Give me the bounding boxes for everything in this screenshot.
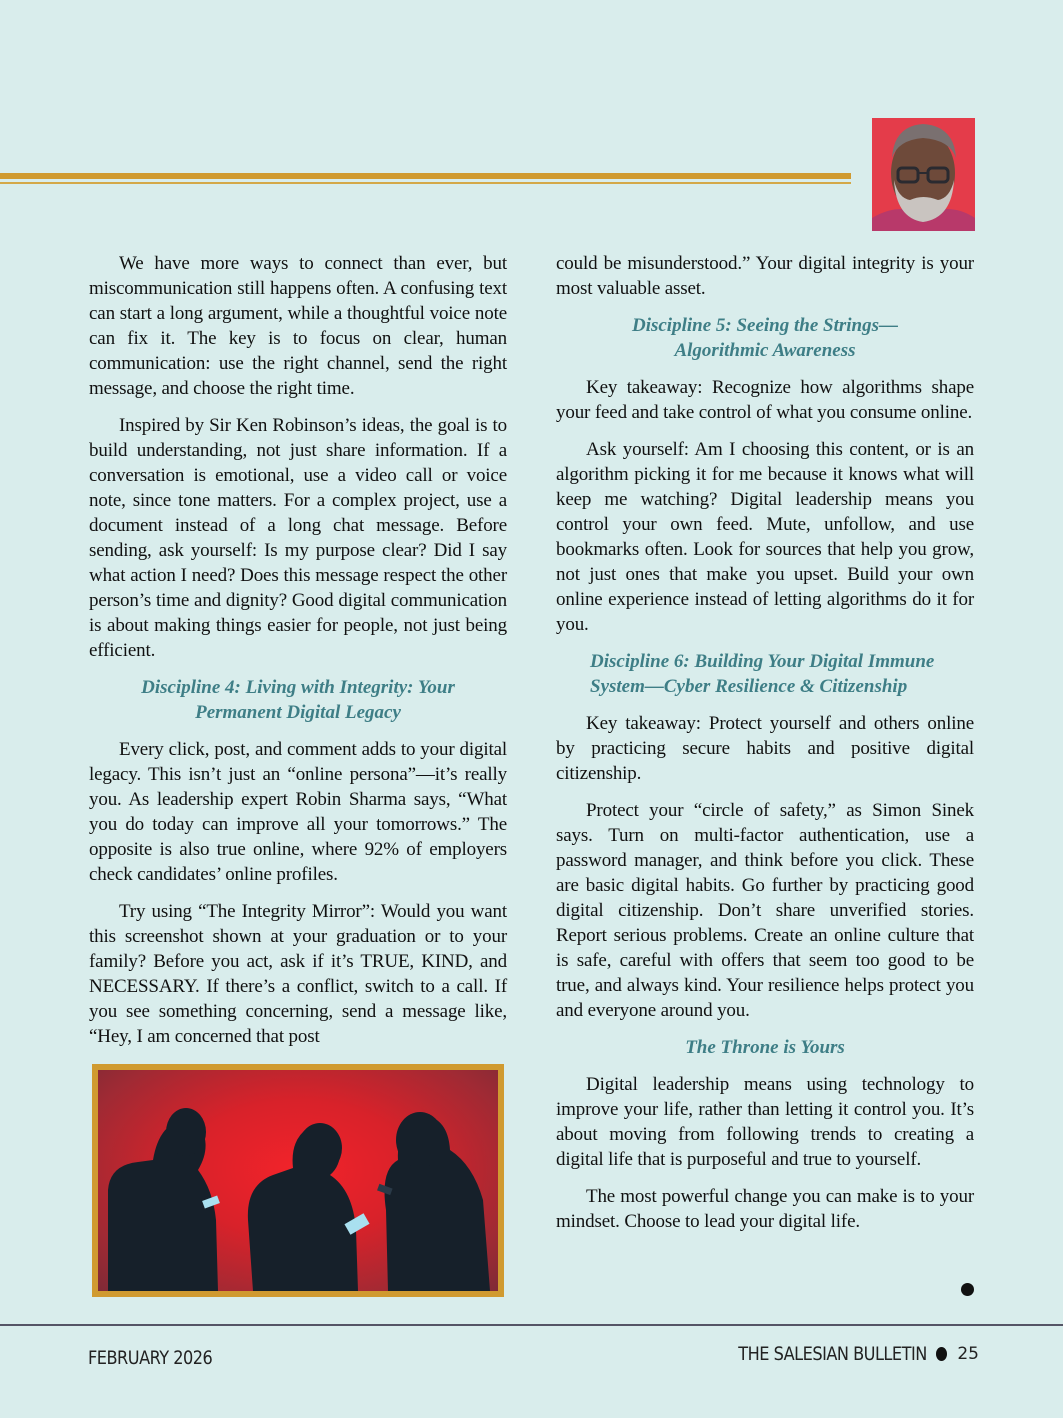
discipline-6-heading <box>556 649 974 699</box>
discipline-5-heading-line-1: Discipline 5: Seeing the Strings— <box>631 315 899 336</box>
author-portrait-icon <box>872 118 975 231</box>
discipline-4-paragraph-2: Try using “The Integrity Mirror”: Would you want this screenshot shown at your graduation or to your family? Before you act, ask if it’s TRUE, KIND, and NECESSARY. If there’s a conflict, switch to a call. If you see something concerning, send a message like, “Hey, I am concerned that post <box>89 901 507 1047</box>
discipline-6-heading-line-2: System—Cyber Resilience & Citizenship <box>590 676 908 697</box>
right-column <box>556 251 974 1246</box>
left-column <box>89 251 507 1061</box>
conclusion-paragraph-1: Digital leadership means using technology to improve your life, rather than letting it control you. It’s about moving from following trends to creating a digital life that is purposeful and true to yourself. <box>556 1074 974 1170</box>
discipline-6-heading-line-1: Discipline 6: Building Your Digital Immune <box>590 651 935 672</box>
discipline-5-heading-line-2: Algorithmic Awareness <box>674 340 856 361</box>
discipline-6-paragraph-2: Protect your “circle of safety,” as Simon Sinek says. Turn on multi-factor authentication, use a password manager, and think before you click. These are basic digital habits. Go further by practicing good digital citizenship. Don’t share unverified stories. Report serious problems. Create an online culture that is safe, careful with offers that seem too good to be true, and always kind. Your resilience helps protect you and everyone around you. <box>556 800 974 1021</box>
footer-divider <box>0 1324 1063 1326</box>
article-image-frame <box>92 1064 504 1297</box>
discipline-5-heading <box>556 313 974 363</box>
footer-publication <box>705 1343 979 1365</box>
silhouettes-with-phones-icon <box>98 1070 498 1291</box>
discipline-4-paragraph-1: Every click, post, and comment adds to your digital legacy. This isn’t just an “online persona”—it’s really you. As leadership expert Robin Sharma says, “What you do today can improve all your tomorrows.” The opposite is also true online, where 92% of employers check candidates’ online profiles. <box>89 739 507 885</box>
article-end-mark-icon <box>961 1283 974 1296</box>
header-rule-thin <box>0 182 851 184</box>
conclusion-heading: The Throne is Yours <box>685 1037 845 1058</box>
three-teens-phones-image <box>98 1070 498 1291</box>
header-rule-thick <box>0 173 851 179</box>
continuation-paragraph: could be misunderstood.” Your digital integrity is your most valuable asset. <box>556 253 974 299</box>
conclusion-paragraph-2: The most powerful change you can make is to your mindset. Choose to lead your digital life. <box>556 1186 974 1232</box>
discipline-4-heading: Discipline 4: Living with Integrity: Your Permanent Digital Legacy <box>141 677 455 723</box>
discipline-5-paragraph-1: Key takeaway: Recognize how algorithms shape your feed and take control of what you consume online. <box>556 377 974 423</box>
discipline-5-paragraph-2: Ask yourself: Am I choosing this content, or is an algorithm picking it for me because it knows what will keep me watching? Digital leadership means you control your own feed. Mute, unfollow, and use bookmarks often. Look for sources that help you grow, not just ones that make you upset. Build your own online experience instead of letting algorithms do it for you. <box>556 439 974 635</box>
publication-name: THE SALESIAN BULLETIN <box>737 1343 927 1365</box>
author-photo <box>872 118 975 231</box>
discipline-6-paragraph-1: Key takeaway: Protect yourself and others online by practicing secure habits and positive digital citizenship. <box>556 713 974 784</box>
intro-paragraph-1: We have more ways to connect than ever, but miscommunication still happens often. A confusing text can start a long argument, while a thoughtful voice note can fix it. The key is to focus on clear, human communication: use the right channel, send the right message, and choose the right time. <box>89 253 507 399</box>
footer-date: FEBRUARY 2026 <box>88 1347 213 1369</box>
bullet-dot-icon <box>936 1347 947 1361</box>
page-number: 25 <box>957 1344 979 1364</box>
intro-paragraph-2: Inspired by Sir Ken Robinson’s ideas, the goal is to build understanding, not just share information. If a conversation is emotional, use a video call or voice note, since tone matters. For a complex project, use a document instead of a long chat message. Before sending, ask yourself: Is my purpose clear? Did I say what action I need? Does this message respect the other person’s time and dignity? Good digital communication is about making things easier for people, not just being efficient. <box>89 415 507 661</box>
